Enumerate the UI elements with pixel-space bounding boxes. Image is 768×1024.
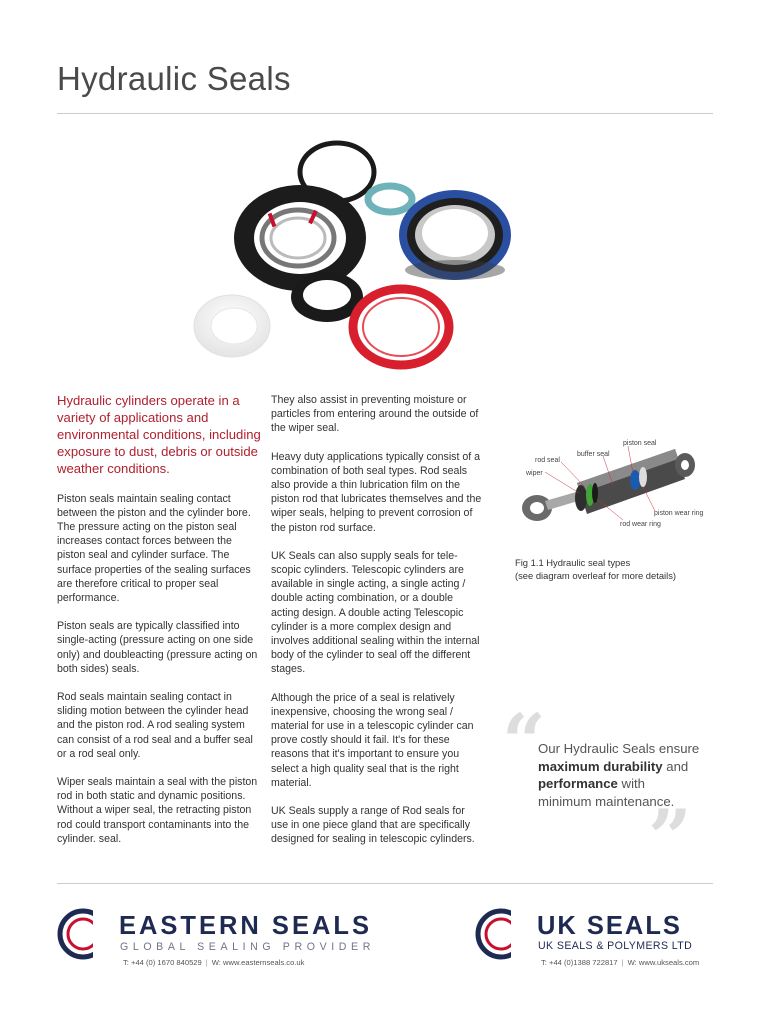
text-column-1 <box>57 393 263 860</box>
eastern-website-link[interactable]: W: www.easternseals.co.uk <box>211 958 305 967</box>
paragraph: Although the price of a seal is relatively inexpensive, choosing the wrong seal / material for use in a telescopic cylinder can prove costly should it fail. It's for these reasons that it's important to ensure you select a high quality seal that is the right material. <box>271 691 474 789</box>
eastern-seals-emblem-icon <box>55 906 111 962</box>
label-rod-seal: rod seal <box>535 457 560 464</box>
quote-bold: maximum durability <box>538 758 663 774</box>
pull-quote <box>502 697 717 882</box>
paragraph: Piston seals are typically classified into single-acting (pressure acting on one side only) and doubleacting (pressure acting on both sides) seals. <box>57 620 258 675</box>
page-title: Hydraulic Seals <box>57 60 291 97</box>
quote-text <box>538 740 713 810</box>
red-seal-ring <box>353 289 449 365</box>
uk-seals-emblem-icon <box>473 906 529 962</box>
teal-ring <box>368 186 412 212</box>
paragraph: Piston seals maintain sealing contact between the piston and the cylinder bore. The pressure acting on the piston seal increases contact forces between the piston seal and cylinder surface. The surface properties of the sealing surfaces are therefore critical to proper seal performance. <box>57 492 251 604</box>
eastern-phone: T: +44 (0) 1670 840529 <box>123 958 202 967</box>
uk-seals-tagline: UK SEALS & POLYMERS LTD <box>538 940 693 952</box>
figure-caption <box>515 557 676 582</box>
text-column-2 <box>271 393 483 861</box>
paragraph: Heavy duty applications typically consist of a combination of both seal types. Rod seals also provide a thin lubrication film on the piston rod that lubricates themselves and the wiper seals, helping to prevent corrosion of the piston rod surface. <box>271 450 482 534</box>
paragraph: Rod seals maintain sealing contact in sliding motion between the cylinder head and the piston rod. A rod sealing system can consist of a rod seal and a buffer seal or a rod seal only. <box>57 690 253 760</box>
label-piston-seal: piston seal <box>623 440 657 447</box>
caption-line: (see diagram overleaf for more details) <box>515 569 677 581</box>
quote-bold: performance <box>538 776 618 791</box>
paragraph: They also assist in preventing moisture or particles from entering around the outside of the wiper seal. <box>271 394 479 435</box>
hydraulic-cylinder-diagram <box>515 435 715 535</box>
eastern-seals-logo <box>55 908 385 958</box>
eastern-seals-contact: T: +44 (0) 1670 840529 | W: www.easternseals.co.uk <box>123 958 305 967</box>
footer-divider <box>57 883 713 884</box>
eastern-seals-tagline: GLOBAL SEALING PROVIDER <box>120 941 375 953</box>
paragraph: UK Seals can also supply seals for tele-scopic cylinders. Telescopic cylinders are available in single acting, a single acting / double acting combination, or a double acting design. A double acting Telescopic cylinder is a more complex design and involves additional sealing within the internal body of the cylinder to seal off the different stages. <box>271 549 480 676</box>
quote-part: and <box>662 758 689 774</box>
open-quote-icon: “ <box>502 697 546 786</box>
lead-paragraph: Hydraulic cylinders operate in a variety of applications and environmental conditions, including exposure to dust, debris or outside weather conditions. <box>57 393 261 476</box>
close-quote-icon: ” <box>648 793 692 882</box>
label-buffer-seal: buffer seal <box>577 451 610 458</box>
quote-part: with <box>617 776 646 791</box>
caption-line: Fig 1.1 Hydraulic seal types <box>515 557 631 568</box>
seals-product-image <box>185 125 560 375</box>
quote-part: Our Hydraulic Seals ensure <box>538 741 700 756</box>
header-divider <box>57 113 713 114</box>
uk-seals-name: UK SEALS <box>537 912 682 940</box>
eastern-seals-name: EASTERN SEALS <box>119 912 372 940</box>
uk-seals-contact: T: +44 (0)1388 722817 | W: www.ukseals.com <box>541 958 700 967</box>
label-rod-wear-ring: rod wear ring <box>620 521 661 528</box>
label-wiper: wiper <box>526 470 543 477</box>
quote-part: minimum maintenance. <box>538 793 675 809</box>
label-piston-wear-ring: piston wear ring <box>654 510 704 517</box>
uk-website-link[interactable]: W: www.ukseals.com <box>627 958 700 967</box>
paragraph: Wiper seals maintain a seal with the piston rod in both static and dynamic positions. Without a wiper seal, the retracting piston rod could transport contaminants into the cylinder. seal. <box>57 775 258 845</box>
paragraph: UK Seals supply a range of Rod seals for use in one piece gland that are specifically designed for sealing in telescopic cylinders. <box>271 805 475 846</box>
uk-phone: T: +44 (0)1388 722817 <box>541 958 618 967</box>
uk-seals-logo <box>473 908 713 958</box>
